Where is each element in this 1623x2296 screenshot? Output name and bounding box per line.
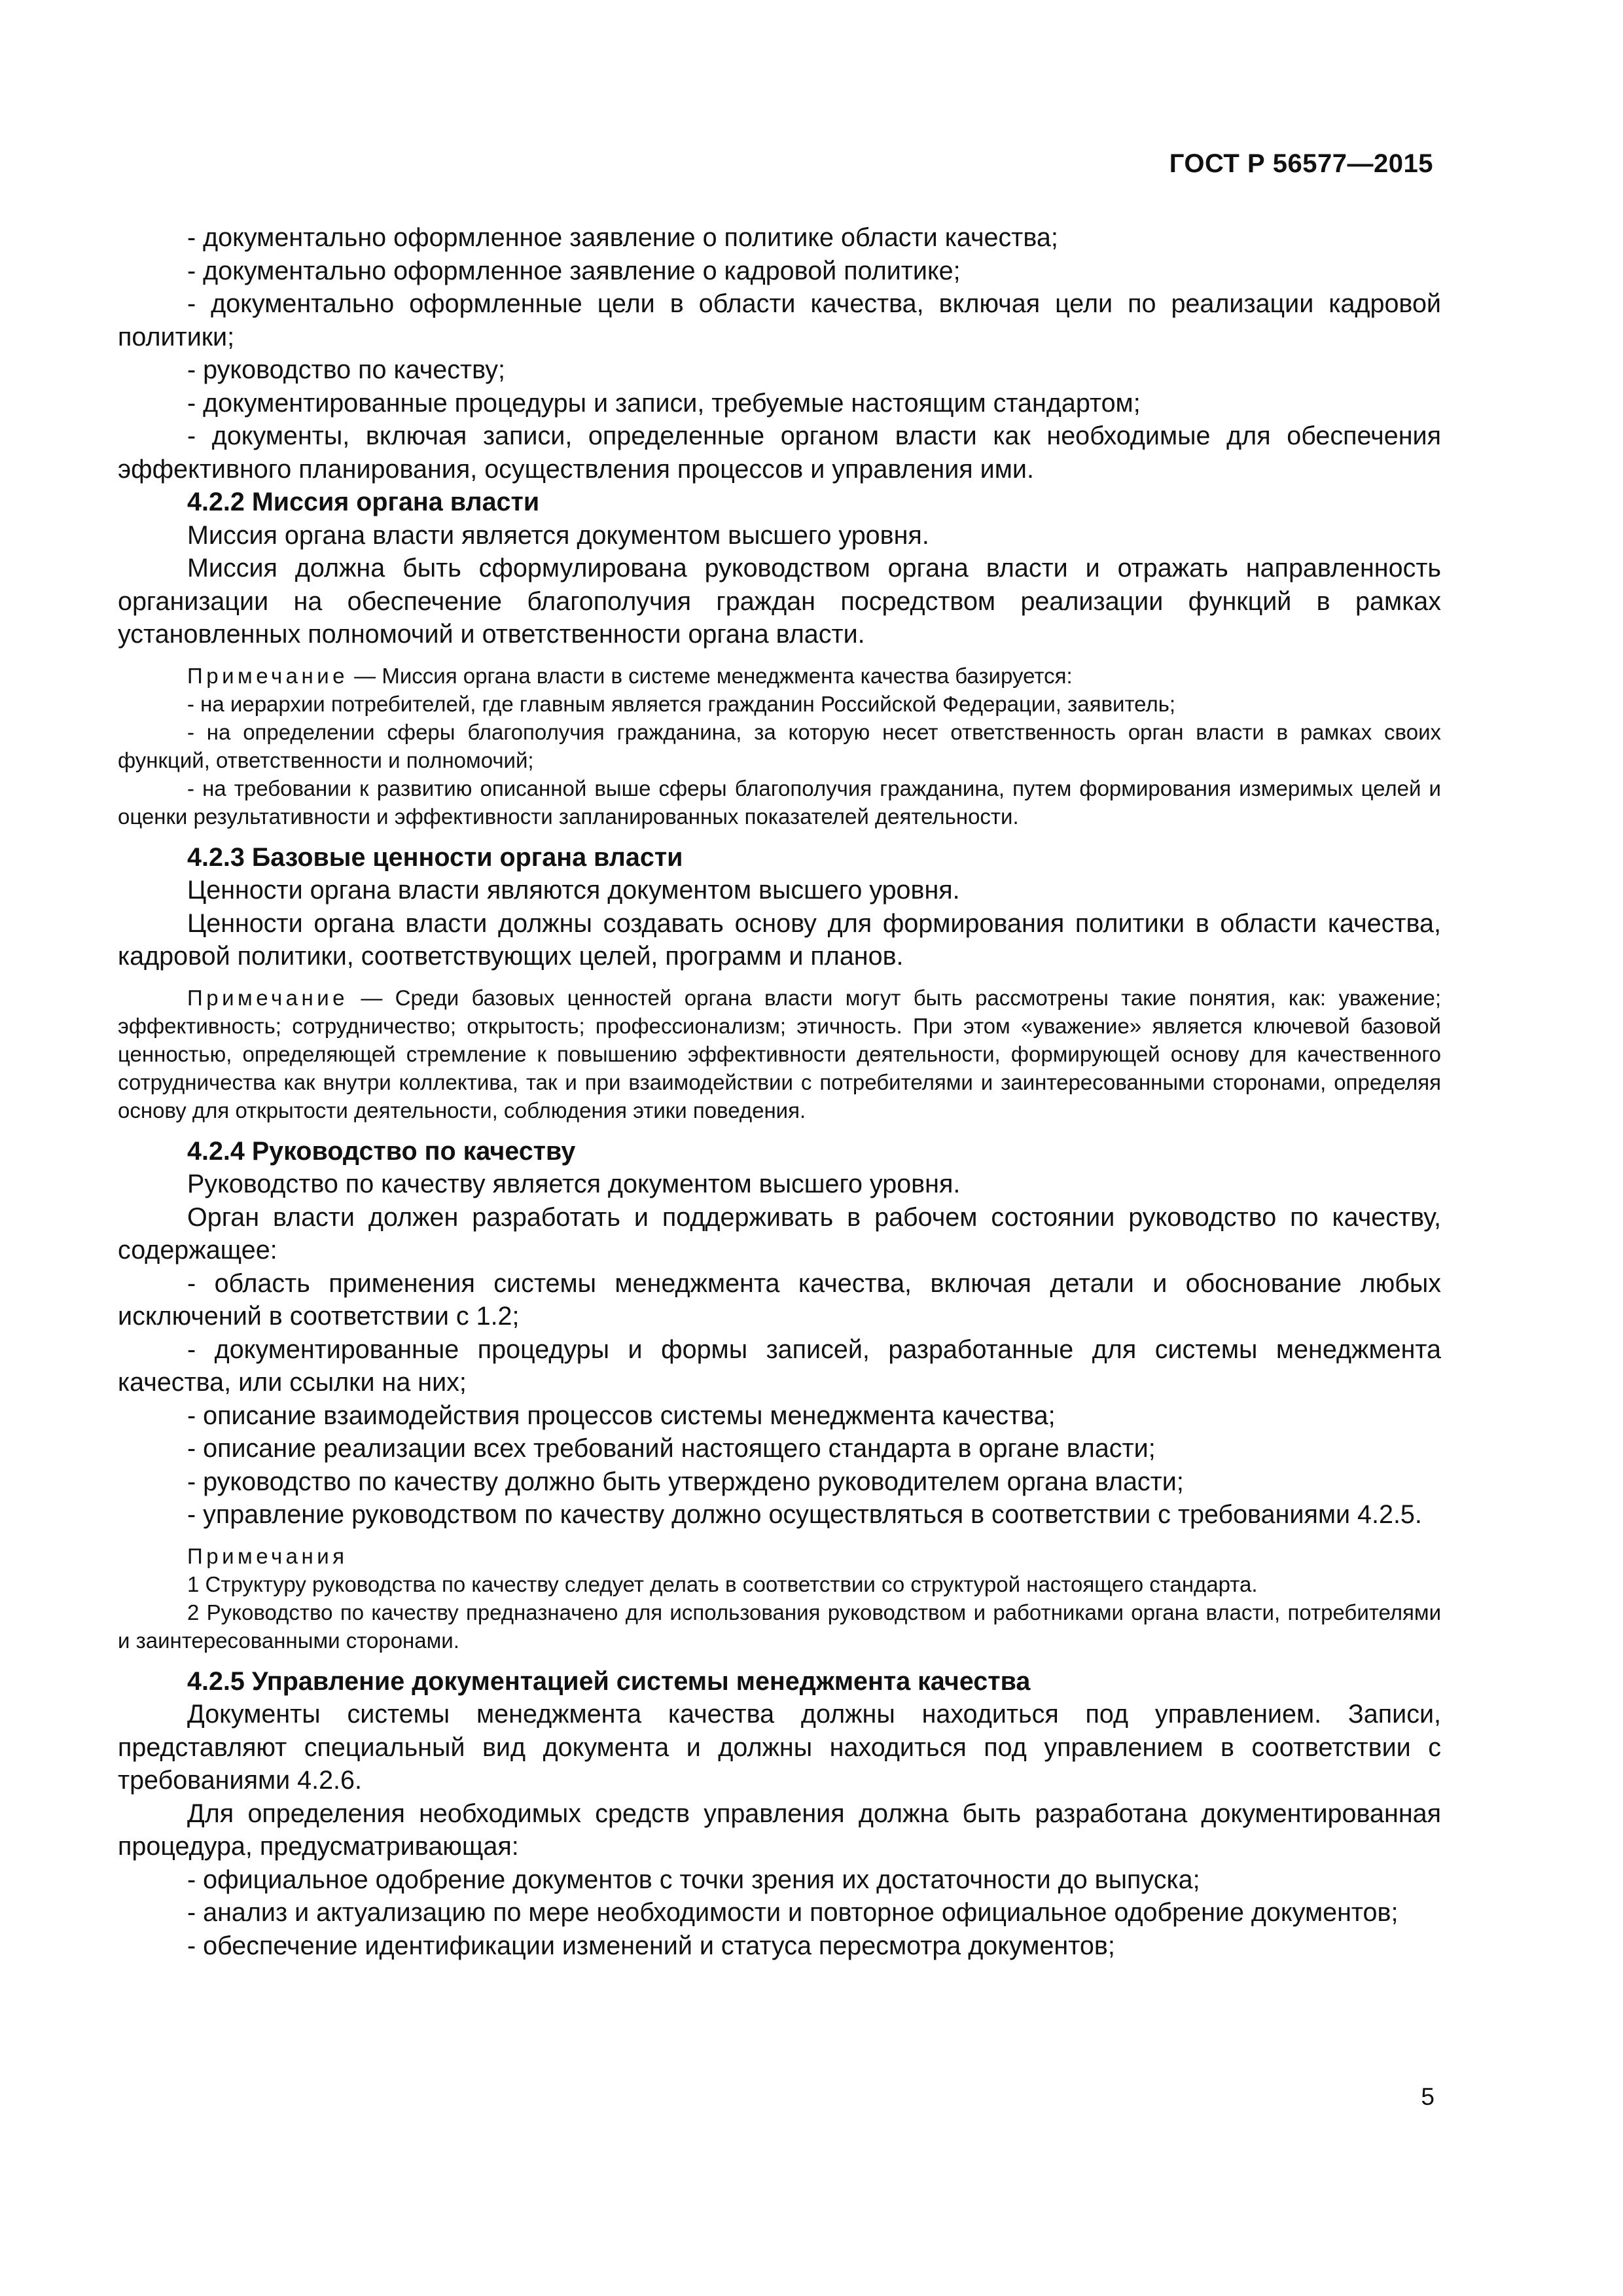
list-item: - управление руководством по качеству должно осуществляться в соответствии с требованиями 4.2.5. — [187, 1500, 1422, 1529]
section-heading-4-2-2: 4.2.2 Миссия органа власти — [187, 488, 540, 516]
list-item: - официальное одобрение документов с точки зрения их достаточности до выпуска; — [187, 1865, 1200, 1894]
section-heading-4-2-4: 4.2.4 Руководство по качеству — [187, 1136, 576, 1166]
list-item: - описание взаимодействия процессов системы менеджмента качества; — [187, 1401, 1056, 1430]
note-label: Примечание — [187, 663, 349, 688]
note-list-item: - на требовании к развитию описанной выше сферы благополучия гражданина, путем формирования измеримых целей и оценки результативности и эффективности запланированных показателей деятельности. — [118, 776, 1441, 829]
note-text: — Миссия органа власти в системе менеджмента качества базируется: — [348, 663, 1073, 688]
list-item: - документально оформленное заявление о кадровой политике; — [187, 256, 961, 285]
section-heading-4-2-5: 4.2.5 Управление документацией системы менеджмента качества — [187, 1666, 1031, 1696]
list-item: - документы, включая записи, определенные органом власти как необходимые для обеспечения эффективного планирования, осуществления процессов и управления ими. — [118, 422, 1441, 484]
list-item: - документально оформленные цели в области качества, включая цели по реализации кадровой политики; — [118, 289, 1441, 351]
notes-label: Примечания — [187, 1543, 348, 1568]
note-list-item: - на определении сферы благополучия гражданина, за которую несет ответственность орган власти в рамках своих функций, ответственности и полномочий; — [118, 719, 1441, 772]
paragraph: Ценности органа власти должны создавать основу для формирования политики в области качества, кадровой политики, соответствующих целей, программ и планов. — [118, 908, 1441, 971]
list-item: - руководство по качеству; — [187, 355, 505, 384]
section-heading-4-2-3: 4.2.3 Базовые ценности органа власти — [187, 842, 683, 872]
note-block-4-2-2 — [118, 662, 1441, 831]
list-item: - обеспечение идентификации изменений и статуса пересмотра документов; — [187, 1931, 1115, 1960]
list-item: - документально оформленное заявление о политике области качества; — [187, 223, 1058, 252]
note-label: Примечание — [187, 985, 349, 1010]
note-text-paragraph — [118, 984, 1441, 1124]
page-number: 5 — [1421, 2083, 1435, 2110]
document-code-header: ГОСТ Р 56577—2015 — [1169, 149, 1433, 178]
note-list-item: 2 Руководство по качеству предназначено для использования руководством и работниками органа власти, потребителями и заинтересованными сторонами. — [118, 1600, 1441, 1653]
list-item: - руководство по качеству должно быть утверждено руководителем органа власти; — [187, 1467, 1184, 1496]
list-item: - область применения системы менеджмента качества, включая детали и обоснование любых исключений в соответствии с 1.2; — [118, 1268, 1441, 1331]
paragraph: Миссия органа власти является документом высшего уровня. — [187, 520, 929, 550]
list-item: - документированные процедуры и записи, требуемые настоящим стандартом; — [187, 388, 1141, 418]
paragraph: Ценности органа власти являются документом высшего уровня. — [187, 876, 960, 905]
note-list-item: 1 Структуру руководства по качеству следует делать в соответствии со структурой настоящего стандарта. — [187, 1571, 1258, 1596]
page-content — [118, 221, 1441, 1962]
note-block-4-2-3 — [118, 984, 1441, 1124]
note-text: — Среди базовых ценностей органа власти могут быть рассмотрены такие понятия, как: уважение; эффективность; сотрудничество; открытость; профессионализм; этичность. При этом «уважение» является ключевой базовой ценностью, определяющей стремление к повышению эффективности деятельности, формирующей основу для качественного сотрудничества как внутри коллектива, так и при взаимодействии с потребителями и заинтересованными сторонами, определяя основу для открытости деятельности, соблюдения этики поведения. — [118, 985, 1441, 1122]
list-item: - документированные процедуры и формы записей, разработанные для системы менеджмента качества, или ссылки на них; — [118, 1335, 1441, 1397]
paragraph: Для определения необходимых средств управления должна быть разработана документированная процедура, предусматривающая: — [118, 1799, 1441, 1861]
paragraph: Руководство по качеству является документом высшего уровня. — [187, 1170, 961, 1198]
paragraph: Миссия должна быть сформулирована руководством органа власти и отражать направленность организации на обеспечение благополучия граждан посредством реализации функций в рамках установленных полномочий и ответственности органа власти. — [118, 554, 1441, 649]
paragraph: Орган власти должен разработать и поддерживать в рабочем состоянии руководство по качеству, содержащее: — [118, 1202, 1441, 1265]
note-intro — [118, 662, 1441, 690]
paragraph: Документы системы менеджмента качества должны находиться под управлением. Записи, представляют специальный вид документа и должны находиться под управлением в соответствии с требованиями 4.2.6. — [118, 1700, 1441, 1795]
note-list-item: - на иерархии потребителей, где главным является гражданин Российской Федерации, заявитель; — [187, 691, 1176, 716]
notes-block-4-2-4 — [118, 1542, 1441, 1655]
list-item: - анализ и актуализацию по мере необходимости и повторное официальное одобрение документов; — [187, 1898, 1399, 1927]
list-item: - описание реализации всех требований настоящего стандарта в органе власти; — [187, 1434, 1156, 1463]
